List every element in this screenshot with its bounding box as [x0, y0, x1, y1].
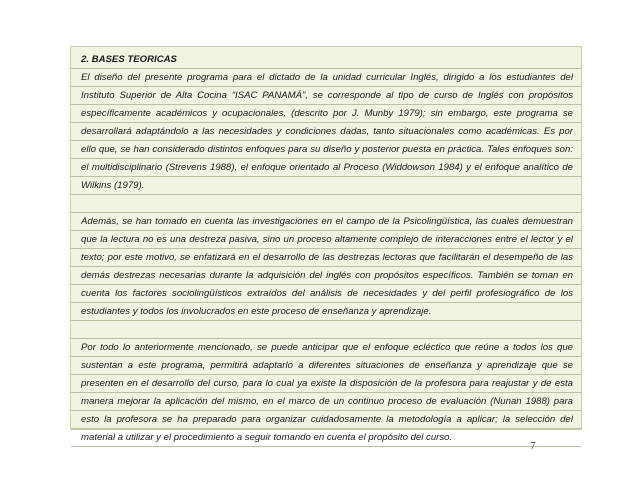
paragraph-row — [71, 141, 581, 159]
page-number: 7 — [530, 440, 536, 452]
paragraph-line: esto la profesora se ha preparado para organizar cuidadosamente la metodología a aplicar; la selección del — [81, 414, 573, 425]
paragraph-row — [71, 285, 581, 303]
paragraph-row — [71, 87, 581, 105]
paragraph-row — [71, 159, 581, 177]
text-table — [70, 46, 582, 443]
paragraph-row — [71, 105, 581, 123]
paragraph-row — [71, 411, 581, 429]
section-heading: 2. BASES TEORICAS — [81, 54, 177, 65]
paragraph-line: estudiantes y todos los involucrados en este proceso de enseñanza y aprendizaje. — [81, 306, 432, 317]
paragraph-row — [71, 213, 581, 231]
paragraph-line: Además, se han tomado en cuenta las investigaciones en el campo de la Psicolingüística, las cuales demuestran — [81, 216, 573, 227]
paragraph-line: manera mejorar la aplicación del mismo, en el marco de un continuo proceso de evaluación (Nunan 1988) para — [81, 396, 573, 407]
paragraph-line: Wilkins (1979). — [81, 180, 145, 191]
paragraph-row — [71, 303, 581, 321]
paragraph-line: el multidisciplinario (Strevens 1988), el enfoque orientado al Proceso (Widdowson 1984) y el enfoque analítico de — [81, 162, 573, 173]
paragraph-row — [71, 123, 581, 141]
paragraph-line: material a utilizar y el procedimiento a seguir tomando en cuenta el propósito del curso. — [81, 432, 453, 443]
paragraph-line: texto; por este motivo, se enfatizará en el desarrollo de las destrezas lectoras que facilitarán el desempeño de las — [81, 252, 573, 263]
paragraph-line: sustentan a este programa, permitirá adaptarlo a diferentes situaciones de enseñanza y aprendizaje que se — [81, 360, 573, 371]
paragraph-line: cuenta los factores sociolingüísticos extraídos del análisis de necesidades y del perfil profesiográfico de los — [81, 288, 573, 299]
paragraph-line: específicamente académicos y ocupacionales, (descrito por J. Munby 1979); sin embargo, este programa se — [81, 108, 573, 119]
paragraph-row — [71, 69, 581, 87]
paragraph-line: Instituto Superior de Alta Cocina “ISAC PANAMÁ”, se corresponde al tipo de curso de Inglés con propósitos — [81, 90, 573, 101]
paragraph-row — [71, 357, 581, 375]
spacer-line — [81, 321, 573, 339]
paragraph-row — [71, 231, 581, 249]
paragraph-row — [71, 339, 581, 357]
paragraph-row — [71, 177, 581, 195]
paragraph-line: presenten en el desarrollo del curso, para lo cual ya existe la disposición de la profesora para reajustar y de esta — [81, 378, 573, 389]
paragraph-row — [71, 249, 581, 267]
heading-row — [71, 51, 581, 69]
paragraph-line: El diseño del presente programa para el dictado de la unidad curricular Inglés, dirigido a los estudiantes del — [81, 72, 573, 83]
paragraph-row — [71, 375, 581, 393]
paragraph-line: ello que, se han considerado distintos enfoques para su diseño y posterior puesta en práctica. Tales enfoques son: — [81, 144, 573, 155]
spacer-row — [71, 195, 581, 213]
spacer-row — [71, 321, 581, 339]
paragraph-line: que la lectura no es una destreza pasiva, sino un proceso altamente complejo de interacciones entre el lector y el — [81, 234, 573, 245]
paragraph-row — [71, 429, 581, 447]
paragraph-row — [71, 267, 581, 285]
paragraph-line: Por todo lo anteriormente mencionado, se puede anticipar que el enfoque ecléctico que reúne a todos los que — [81, 342, 573, 353]
paragraph-line: desarrollará adaptándolo a las necesidades y condiciones dadas, tanto situacionales como académicas. Es por — [81, 126, 573, 137]
paragraph-line: demás destrezas necesarias durante la adquisición del inglés con propósitos específicos. También se toman en — [81, 270, 573, 281]
spacer-line — [81, 195, 573, 213]
paragraph-row — [71, 393, 581, 411]
